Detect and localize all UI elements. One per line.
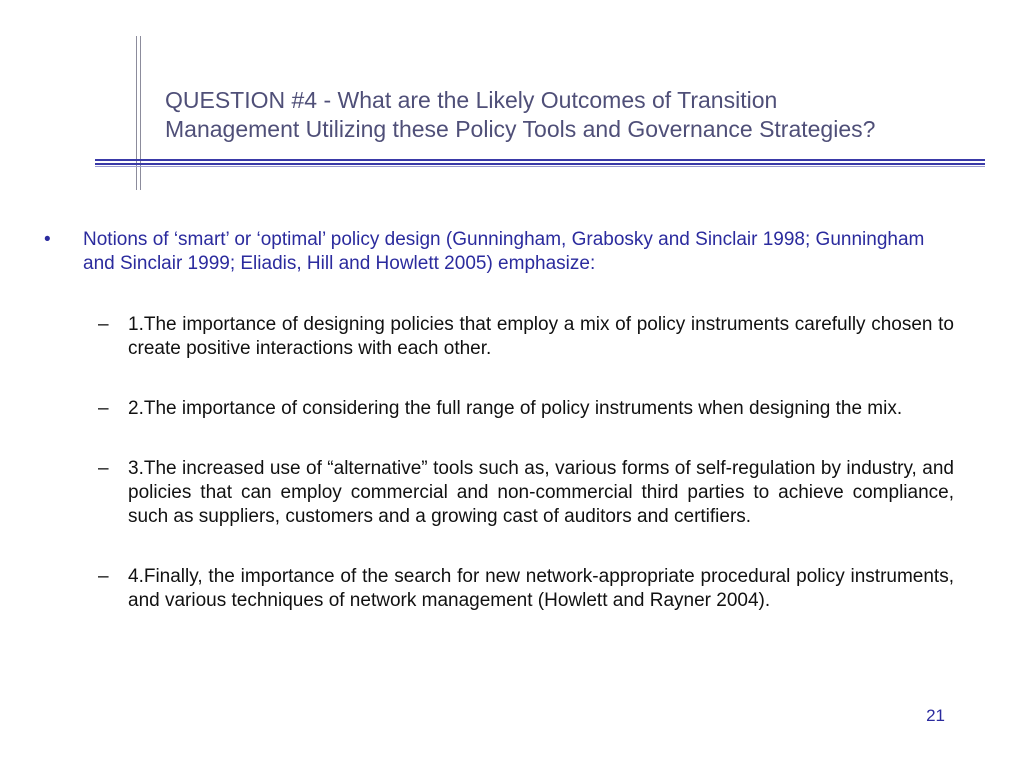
page-number: 21: [926, 706, 945, 725]
title-divider: [95, 159, 985, 161]
slide-title-line-1: QUESTION #4 - What are the Likely Outcomes of Transition: [165, 87, 778, 113]
sub-item: [42, 565, 954, 613]
title-divider: [95, 166, 985, 167]
dash-icon: –: [98, 314, 109, 335]
dash-icon: –: [98, 458, 109, 479]
sub-item: [42, 313, 954, 361]
dash-icon: –: [98, 398, 109, 419]
slide-body: [42, 228, 954, 613]
sub-item-text: 4.Finally, the importance of the search for new network-appropriate procedural policy instruments, and various techniques of network management (Howlett and Rayner 2004).: [128, 566, 954, 611]
sub-item-text: 2.The importance of considering the full range of policy instruments when designing the mix.: [128, 398, 903, 419]
dash-icon: –: [98, 566, 109, 587]
sub-item: [42, 397, 954, 421]
slide-title: [165, 86, 985, 144]
bullet-icon: •: [44, 229, 51, 250]
bullet-text: Notions of ‘smart’ or ‘optimal’ policy design (Gunningham, Grabosky and Sinclair 1998; Gunningham and Sinclair 1999; Eliadis, Hill and Howlett 2005) emphasize:: [83, 229, 925, 274]
title-divider: [95, 163, 985, 165]
sub-item: [42, 457, 954, 529]
sub-item-text: 1.The importance of designing policies that employ a mix of policy instruments carefully chosen to create positive interactions with each other.: [128, 314, 954, 359]
slide-title-line-2: Management Utilizing these Policy Tools and Governance Strategies?: [165, 116, 876, 142]
bullet-item: [42, 228, 954, 276]
sub-item-text: 3.The increased use of “alternative” tools such as, various forms of self-regulation by industry, and policies that can employ commercial and non-commercial third parties to achieve compliance, such as suppliers, customers and a growing cast of auditors and certifiers.: [128, 458, 954, 527]
